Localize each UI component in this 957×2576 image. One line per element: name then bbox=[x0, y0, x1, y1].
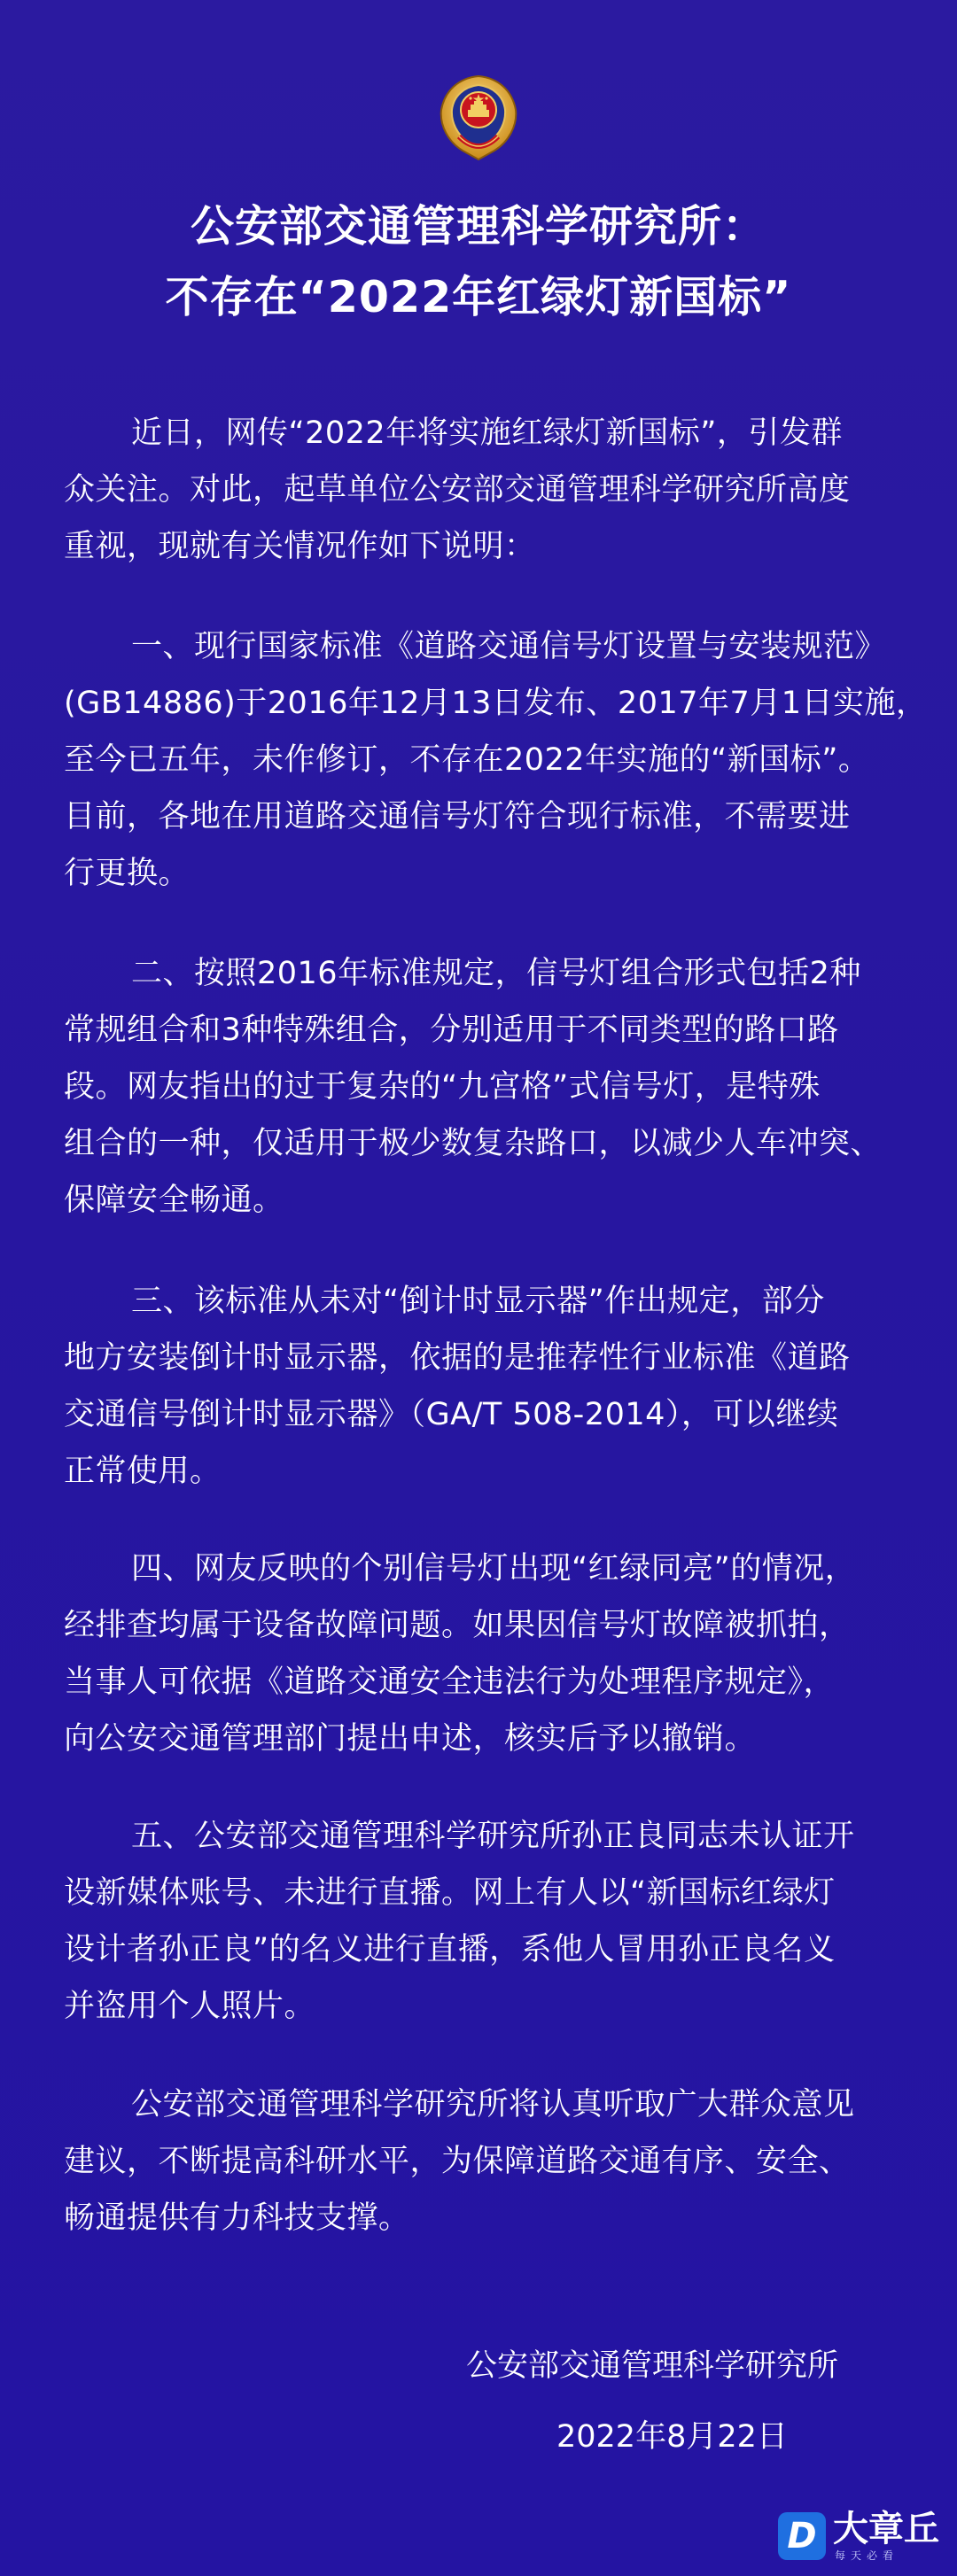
paragraph-conclusion bbox=[64, 2076, 897, 2246]
text-line: 一、现行国家标准《道路交通信号灯设置与安装规范》 bbox=[131, 629, 887, 664]
text-line: 畅通提供有力科技支撑。 bbox=[64, 2200, 410, 2236]
text-line: 五、公安部交通管理科学研究所孙正良同志未认证开 bbox=[131, 1819, 855, 1854]
text-line: 目前，各地在用道路交通信号灯符合现行标准，不需要进 bbox=[64, 799, 851, 834]
text-line: 向公安交通管理部门提出申述，核实后予以撤销。 bbox=[64, 1721, 757, 1757]
text-line: 近日，网传“2022年将实施红绿灯新国标”，引发群 bbox=[131, 415, 843, 451]
paragraph-point-2 bbox=[64, 945, 897, 1229]
text-line: 建议，不断提高科研水平，为保障道路交通有序、安全、 bbox=[64, 2144, 851, 2179]
paragraph-point-5 bbox=[64, 1808, 897, 2035]
paragraph-point-3 bbox=[64, 1273, 897, 1500]
text-line: 至今已五年，未作修订，不存在2022年实施的“新国标”。 bbox=[64, 742, 870, 778]
watermark bbox=[778, 2507, 952, 2565]
text-line: 地方安装倒计时显示器，依据的是推荐性行业标准《道路 bbox=[64, 1340, 851, 1376]
text-line: 众关注。对此，起草单位公安部交通管理科学研究所高度 bbox=[64, 472, 851, 508]
text-line: 重视，现就有关情况作如下说明： bbox=[64, 529, 536, 564]
text-line: 交通信号倒计时显示器》（GA/T 508-2014），可以继续 bbox=[64, 1397, 839, 1432]
text-line: 三、该标准从未对“倒计时显示器”作出规定，部分 bbox=[131, 1284, 825, 1319]
text-line: 行更换。 bbox=[64, 856, 191, 891]
watermark-subtitle: 每天必看 bbox=[835, 2549, 899, 2562]
dazhangqiu-logo-icon: D bbox=[778, 2512, 826, 2560]
paragraph-point-4 bbox=[64, 1540, 897, 1767]
text-line: 四、网友反映的个别信号灯出现“红绿同亮”的情况， bbox=[131, 1551, 857, 1587]
text-line: 当事人可依据《道路交通安全违法行为处理程序规定》， bbox=[64, 1664, 836, 1700]
signature-org: 公安部交通管理科学研究所 bbox=[466, 2348, 839, 2384]
text-line: 常规组合和3种特殊组合，分别适用于不同类型的路口路 bbox=[64, 1013, 839, 1048]
watermark-name: 大章丘 bbox=[833, 2509, 939, 2549]
text-line: 经排查均属于设备故障问题。如果因信号灯故障被抓拍， bbox=[64, 1608, 851, 1643]
text-line: 设新媒体账号、未进行直播。网上有人以“新国标红绿灯 bbox=[64, 1875, 836, 1911]
police-emblem-icon bbox=[432, 71, 525, 163]
text-line: 二、按照2016年标准规定，信号灯组合形式包括2种 bbox=[131, 956, 861, 991]
text-line: 段。网友指出的过于复杂的“九宫格”式信号灯，是特殊 bbox=[64, 1069, 821, 1105]
title-line-2: 不存在“2022年红绿灯新国标” bbox=[165, 272, 792, 322]
text-line: 设计者孙正良”的名义进行直播，系他人冒用孙正良名义 bbox=[64, 1932, 836, 1967]
text-line: (GB14886)于2016年12月13日发布、2017年7月1日实施， bbox=[64, 686, 928, 721]
text-line: 保障安全畅通。 bbox=[64, 1183, 284, 1218]
text-line: 正常使用。 bbox=[64, 1454, 222, 1489]
paragraph-point-1 bbox=[64, 618, 928, 902]
text-line: 并盗用个人照片。 bbox=[64, 1989, 316, 2024]
signature-date: 2022年8月22日 bbox=[556, 2419, 788, 2455]
title-line-1: 公安部交通管理科学研究所： bbox=[190, 201, 766, 252]
text-line: 公安部交通管理科学研究所将认真听取广大群众意见 bbox=[131, 2087, 855, 2122]
text-line: 组合的一种，仅适用于极少数复杂路口，以减少人车冲突、 bbox=[64, 1126, 883, 1161]
paragraph-intro bbox=[64, 405, 897, 575]
